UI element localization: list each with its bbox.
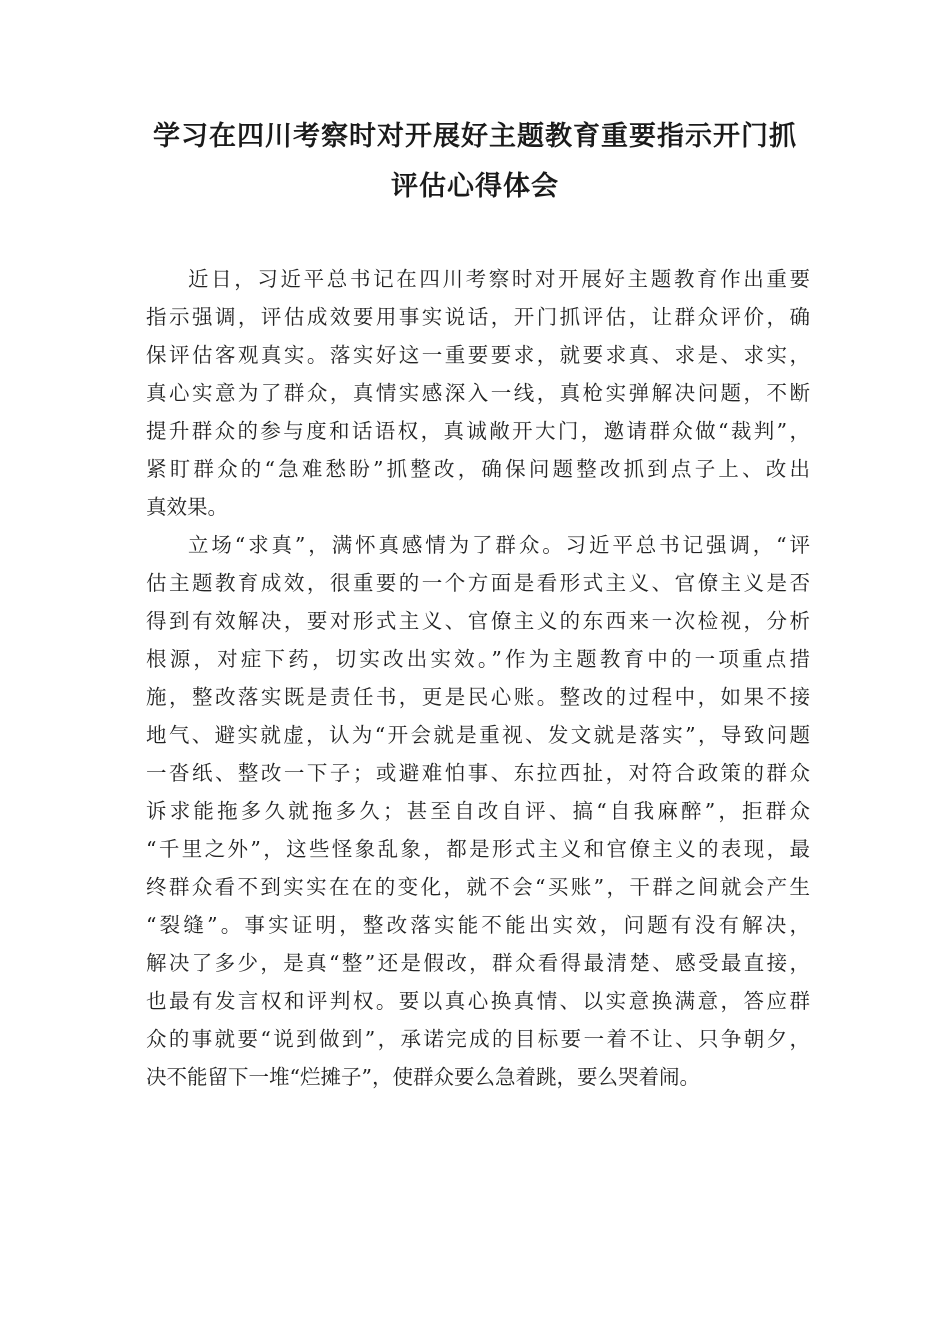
paragraph-line: 指示强调，评估成效要用事实说话，开门抓评估，让群众评价，确 — [146, 305, 810, 329]
paragraph-1 — [146, 260, 810, 526]
paragraph-line: 地气、避实就虚，认为“开会就是重视、发文就是落实”，导致问题 — [146, 723, 810, 747]
paragraph-line: 提升群众的参与度和话语权，真诚敞开大门，邀请群众做“裁判”， — [146, 419, 810, 443]
paragraph-line: 一沓纸、整改一下子；或避难怕事、东拉西扯，对符合政策的群众 — [146, 761, 810, 785]
paragraph-line: 施，整改落实既是责任书，更是民心账。整改的过程中，如果不接 — [146, 685, 810, 709]
paragraph-line: 决不能留下一堆“烂摊子”，使群众要么急着跳，要么哭着闹。 — [146, 1065, 700, 1089]
paragraph-line: 真效果。 — [146, 495, 228, 519]
paragraph-line: 真心实意为了群众，真情实感深入一线，真枪实弹解决问题，不断 — [146, 381, 810, 405]
paragraph-line: 近日，习近平总书记在四川考察时对开展好主题教育作出重要 — [188, 267, 810, 291]
paragraph-line: “千里之外”，这些怪象乱象，都是形式主义和官僚主义的表现，最 — [146, 837, 810, 861]
paragraph-line: 估主题教育成效，很重要的一个方面是看形式主义、官僚主义是否 — [146, 571, 810, 595]
paragraph-line: 诉求能拖多久就拖多久；甚至自改自评、搞“自我麻醉”，拒群众 — [146, 799, 810, 823]
paragraph-line: 紧盯群众的“急难愁盼”抓整改，确保问题整改抓到点子上、改出 — [146, 457, 810, 481]
paragraph-line: 根源，对症下药，切实改出实效。”作为主题教育中的一项重点措 — [146, 647, 810, 671]
paragraph-2 — [146, 526, 810, 1096]
title-line-2: 评估心得体会 — [391, 171, 559, 202]
paragraph-line: “裂缝”。事实证明，整改落实能不能出实效，问题有没有解决， — [146, 913, 810, 937]
paragraph-line: 保评估客观真实。落实好这一重要要求，就要求真、求是、求实， — [146, 343, 810, 367]
title-line-1: 学习在四川考察时对开展好主题教育重要指示开门抓 — [153, 121, 797, 152]
paragraph-line: 也最有发言权和评判权。要以真心换真情、以实意换满意，答应群 — [146, 989, 810, 1013]
paragraph-line: 众的事就要“说到做到”，承诺完成的目标要一着不让、只争朝夕， — [146, 1027, 810, 1051]
paragraph-line: 得到有效解决，要对形式主义、官僚主义的东西来一次检视，分析 — [146, 609, 810, 633]
document-title — [130, 112, 820, 212]
paragraph-line: 解决了多少，是真“整”还是假改，群众看得最清楚、感受最直接， — [146, 951, 810, 975]
paragraph-line: 立场“求真”，满怀真感情为了群众。习近平总书记强调，“评 — [188, 533, 810, 557]
paragraph-line: 终群众看不到实实在在的变化，就不会“买账”，干群之间就会产生 — [146, 875, 810, 899]
document-body — [146, 260, 810, 1096]
